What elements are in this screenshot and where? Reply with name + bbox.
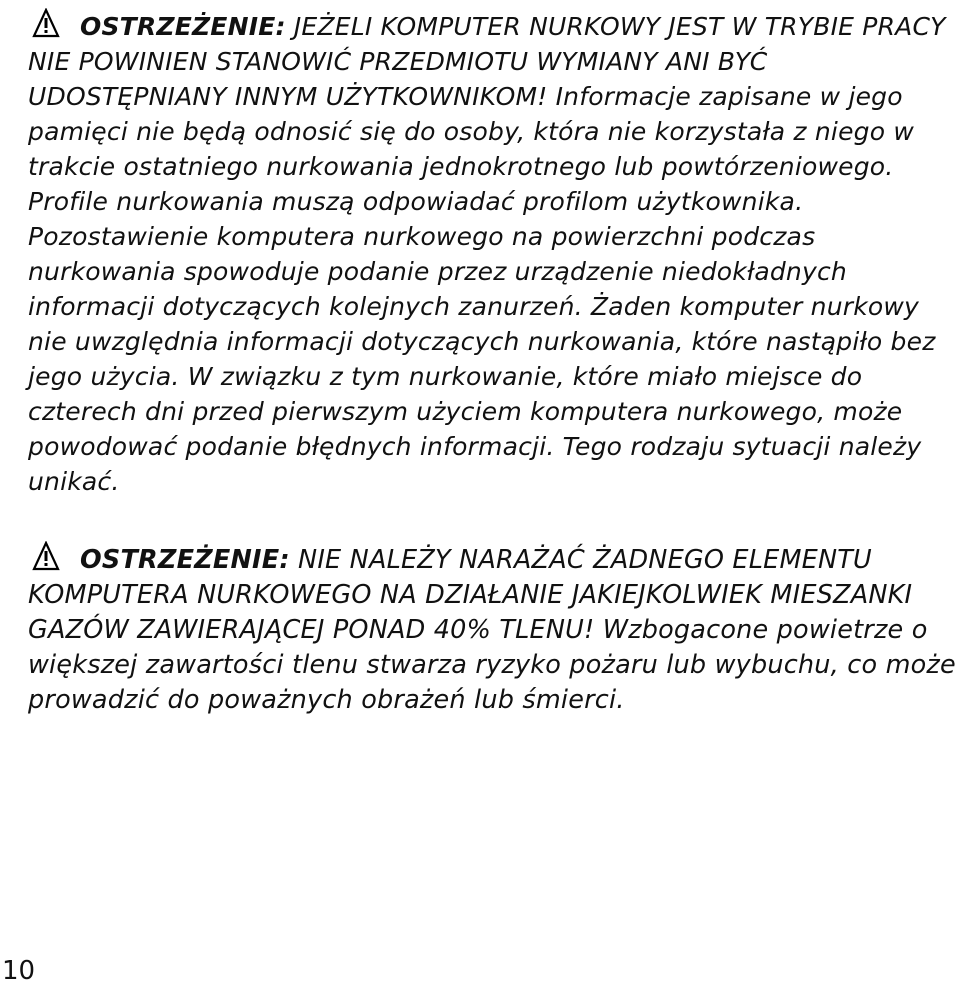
warning-triangle-icon xyxy=(32,8,60,38)
warning-heading-2: OSTRZEŻENIE: xyxy=(80,545,290,575)
warning-paragraph-2 xyxy=(28,541,956,718)
page-number: 10 xyxy=(2,956,36,986)
warning-paragraph-1 xyxy=(28,8,956,499)
warning-text-1: JEŻELI KOMPUTER NURKOWY JEST W TRYBIE PRACY NIE POWINIEN STANOWIĆ PRZEDMIOTU WYMIANY ANI BYĆ UDOSTĘPNIANY INNYM UŻYTKOWNIKOM! Informacje zapisane w jego pamięci nie będą odnosić się do osoby, która nie korzystała z niego w trakcie ostatniego nurkowania jednokrotnego lub powtórzeniowego. Profile nurkowania muszą odpowiadać profilom użytkownika. Pozostawienie komputera nurkowego na powierzchni podczas nurkowania spowoduje podanie przez urządzenie niedokładnych informacji dotyczących kolejnych zanurzeń. Żaden komputer nurkowy nie uwzględnia informacji dotyczących nurkowania, które nastąpiło bez jego użycia. W związku z tym nurkowanie, które miało miejsce do czterech dni przed pierwszym użyciem komputera nurkowego, może powodować podanie błędnych informacji. Tego rodzaju sytuacji należy unikać. xyxy=(28,12,946,496)
warning-block-1 xyxy=(28,8,956,499)
warning-block-2 xyxy=(28,541,956,718)
warning-heading-1: OSTRZEŻENIE: xyxy=(80,12,286,41)
warning-triangle-icon xyxy=(32,541,60,571)
warning-text-2: NIE NALEŻY NARAŻAĆ ŻADNEGO ELEMENTU KOMPUTERA NURKOWEGO NA DZIAŁANIE JAKIEJKOLWIEK MIESZANKI GAZÓW ZAWIERAJĄCEJ PONAD 40% TLENU! Wzbogacone powietrze o większej zawartości tlenu stwarza ryzyko pożaru lub wybuchu, co może prowadzić do poważnych obrażeń lub śmierci. xyxy=(28,545,956,715)
